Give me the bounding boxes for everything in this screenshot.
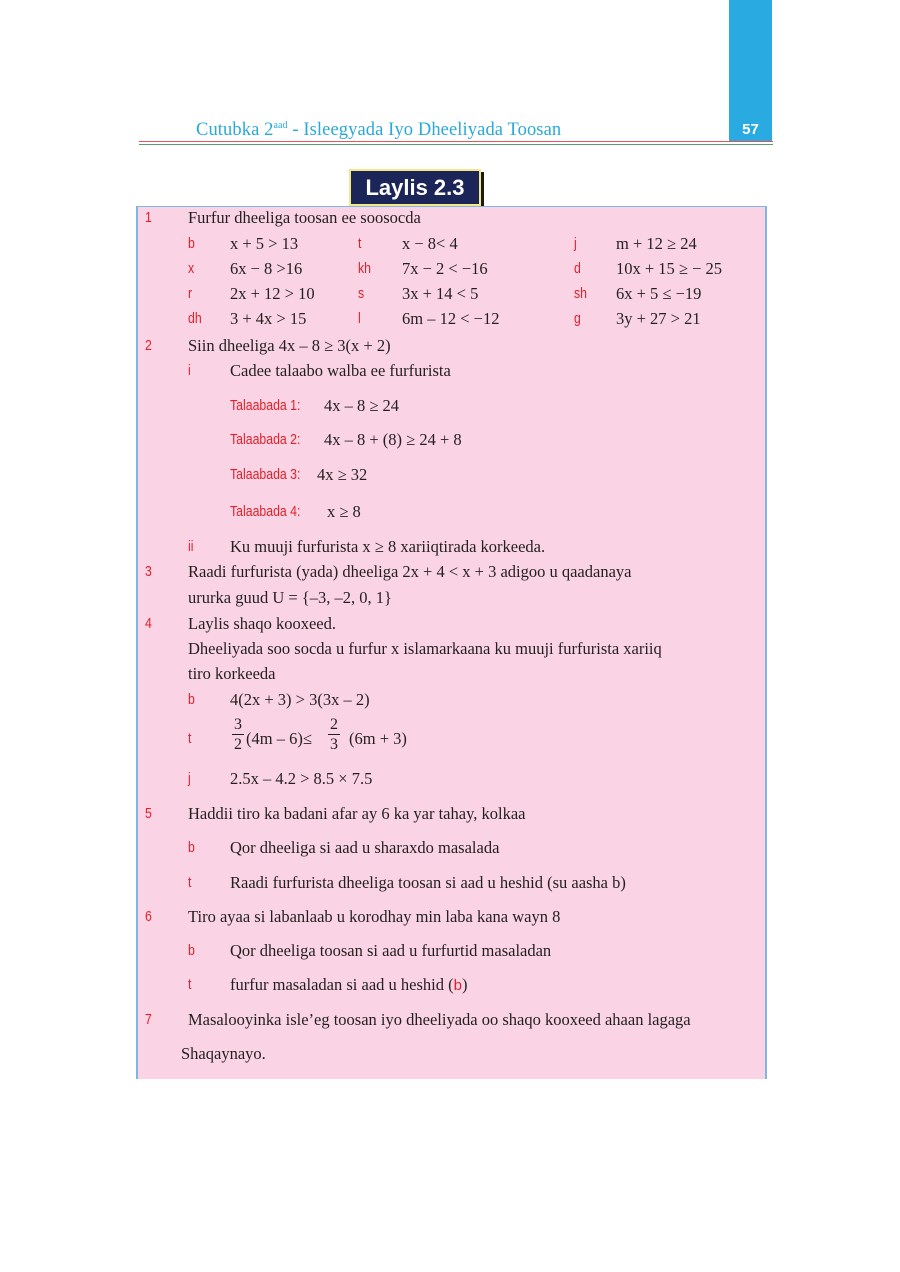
question-text: Raadi furfurista (yada) dheeliga 2x + 4 < x + 3 adigoo u qaadanaya (188, 562, 632, 581)
part-text: Qor dheeliga si aad u sharaxdo masalada (230, 838, 500, 857)
part-text: Raadi furfurista dheeliga toosan si aad u heshid (su aasha b) (230, 873, 626, 892)
fraction-bar (328, 734, 340, 735)
item-label: dh (188, 310, 202, 327)
question-text-cont: Dheeliyada soo socda u furfur x islamarkaana ku muuji furfurista xariiq (188, 639, 662, 658)
item-label: j (574, 235, 577, 252)
part-text: Qor dheeliga toosan si aad u furfurtid masaladan (230, 941, 552, 960)
item-label: j (188, 770, 191, 787)
part-label: i (188, 362, 191, 379)
header-rule-green (139, 144, 773, 145)
question-text-cont: tiro korkeeda (188, 664, 276, 683)
step-expr: 4x – 8 + (8) ≥ 24 + 8 (324, 430, 462, 449)
step-label: Talaabada 4: (230, 503, 301, 520)
part-text: Ku muuji furfurista x ≥ 8 xariiqtirada korkeeda. (230, 537, 546, 556)
step-label: Talaabada 1: (230, 397, 301, 414)
item-expr: 10x + 15 ≥ − 25 (616, 259, 723, 278)
question-number: 4 (145, 615, 152, 632)
item-label: kh (358, 260, 371, 277)
part-label: t (188, 976, 192, 993)
part-reference: b (453, 977, 462, 994)
item-label: l (358, 310, 361, 327)
item-expr: 3x + 14 < 5 (402, 284, 479, 303)
fraction-numerator: 2 (330, 716, 338, 733)
item-expr: 7x − 2 < −16 (402, 259, 488, 278)
item-expr: 4(2x + 3) > 3(3x – 2) (230, 690, 370, 709)
step-expr: 4x ≥ 32 (317, 465, 368, 484)
item-label: b (188, 235, 195, 252)
item-label: x (188, 260, 195, 277)
part-text: Cadee talaabo walba ee furfurista (230, 361, 451, 380)
part-label: b (188, 839, 195, 856)
item-expr: (6m + 3) (349, 729, 407, 748)
question-number: 5 (145, 805, 152, 822)
header-rule-red (139, 141, 773, 142)
chapter-header (196, 120, 561, 141)
question-text: Furfur dheeliga toosan ee soosocda (188, 208, 421, 227)
fraction-denominator: 3 (330, 736, 338, 753)
item-label: t (188, 730, 192, 747)
item-label: d (574, 260, 581, 277)
question-text: Masalooyinka isle’eg toosan iyo dheeliyada oo shaqo kooxeed ahaan lagaga (188, 1010, 691, 1029)
item-expr: 6x − 8 >16 (230, 259, 303, 278)
question-text-cont: ururka guud U = {–3, –2, 0, 1} (188, 588, 392, 607)
item-expr: m + 12 ≥ 24 (616, 234, 697, 253)
question-text-cont: Shaqaynayo. (181, 1044, 266, 1063)
item-expr: 6m – 12 < −12 (402, 309, 500, 328)
part-label: ii (188, 538, 194, 555)
question-number: 2 (145, 337, 152, 354)
step-label: Talaabada 2: (230, 431, 301, 448)
step-expr: 4x – 8 ≥ 24 (324, 396, 400, 415)
fraction (232, 716, 244, 753)
fraction (328, 716, 340, 753)
item-label: b (188, 691, 195, 708)
question-number: 7 (145, 1011, 152, 1028)
question-text: Siin dheeliga 4x – 8 ≥ 3(x + 2) (188, 336, 391, 355)
item-expr: x + 5 > 13 (230, 234, 299, 253)
question-number: 1 (145, 209, 152, 226)
item-label: r (188, 285, 193, 302)
fraction-denominator: 2 (234, 736, 242, 753)
step-label: Talaabada 3: (230, 466, 301, 483)
item-label: sh (574, 285, 587, 302)
item-label: t (358, 235, 362, 252)
fraction-bar (232, 734, 244, 735)
question-number: 6 (145, 908, 152, 925)
chapter-title: - Isleegyada Iyo Dheeliyada Toosan (287, 120, 562, 140)
part-label: t (188, 874, 192, 891)
item-label: s (358, 285, 365, 302)
item-expr: 6x + 5 ≤ −19 (616, 284, 702, 303)
step-expr: x ≥ 8 (327, 502, 361, 521)
chapter-prefix: Cutubka 2 (196, 120, 274, 140)
question-text: Tiro ayaa si labanlaab u korodhay min laba kana wayn 8 (188, 907, 561, 926)
question-text: Haddii tiro ka badani afar ay 6 ka yar tahay, kolkaa (188, 804, 526, 823)
item-expr: 3y + 27 > 21 (616, 309, 701, 328)
part-label: b (188, 942, 195, 959)
page-number: 57 (742, 121, 759, 138)
item-label: g (574, 310, 581, 327)
item-expr: 3 + 4x > 15 (230, 309, 307, 328)
item-expr: x − 8< 4 (402, 234, 458, 253)
exercise-title: Laylis 2.3 (349, 169, 481, 206)
item-expr: (4m – 6)≤ (246, 729, 312, 748)
chapter-sup: aad (273, 120, 288, 131)
question-number: 3 (145, 563, 152, 580)
item-expr: 2.5x – 4.2 > 8.5 × 7.5 (230, 769, 373, 788)
part-text-pre: furfur masaladan si aad u heshid ( (230, 975, 454, 994)
part-text-post: ) (461, 975, 468, 994)
question-text: Laylis shaqo kooxeed. (188, 614, 337, 633)
part-text (230, 975, 467, 996)
item-expr: 2x + 12 > 10 (230, 284, 315, 303)
fraction-numerator: 3 (234, 716, 242, 733)
